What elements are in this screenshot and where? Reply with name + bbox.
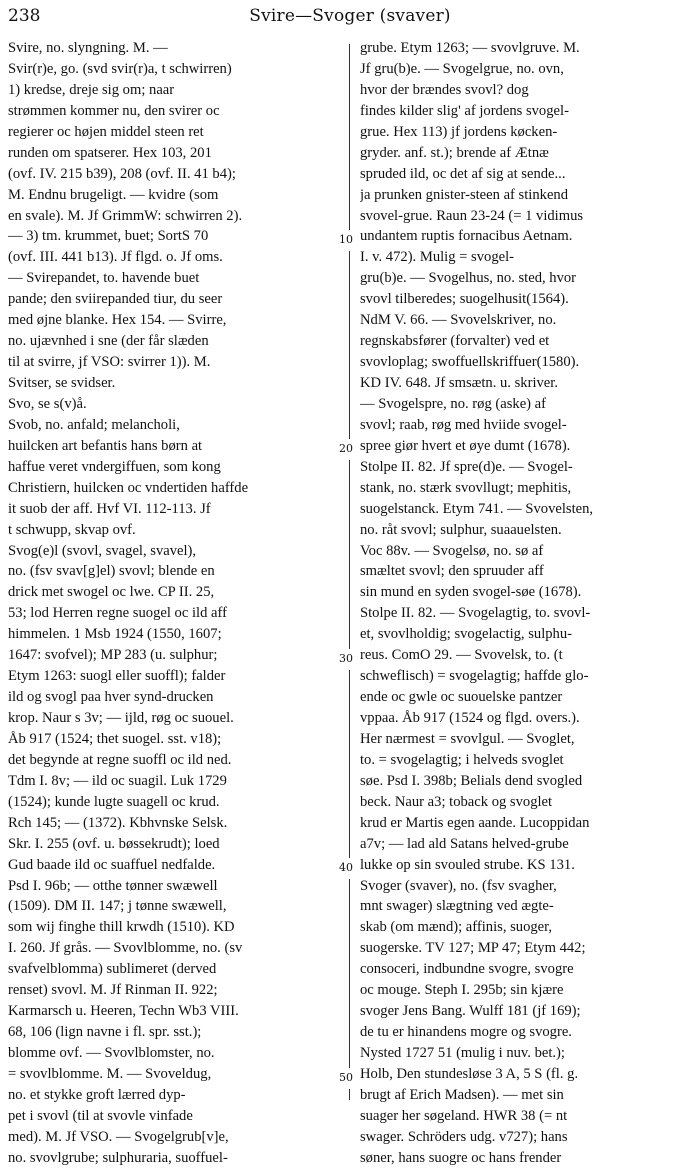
text-line: (1509). DM II. 147; j tønne swæwell, [8, 898, 227, 915]
line-number: 30 [336, 649, 356, 670]
text-line: Svo, se s(v)å. [8, 395, 87, 412]
text-line: regierer oc højen middel steen ret [8, 123, 204, 140]
text-line: spree giør hvert et øye dumt (1678). [360, 437, 571, 454]
text-line: Jf gru(b)e. — Svogelgrue, no. ovn, [360, 60, 564, 77]
text-line: drick met swogel oc lwe. CP II. 25, [8, 584, 215, 601]
text-line: til at svirre, jf VSO: svirrer 1)). M. [8, 354, 211, 371]
text-line: haffue veret vndergiffuen, som kong [8, 458, 221, 475]
line-number: 10 [336, 230, 356, 251]
text-line: undantem ruptis fornacibus Aetnam. [360, 228, 573, 245]
text-line: Christiern, huilcken oc vndertiden haffde [8, 479, 249, 496]
text-line: it suob der aff. Hvf VI. 112-113. Jf [8, 500, 211, 517]
text-line: Etym 1263: suogl eller suoffl); falder [8, 668, 226, 685]
text-line: Holb, Den stundesløse 3 A, 5 S (fl. g. [360, 1065, 579, 1082]
page-header [0, 0, 700, 40]
text-line: suogelstanck. Etym 741. — Svovelsten, [360, 500, 594, 517]
text-line: beck. Naur a3; toback og svoglet [360, 793, 553, 810]
text-line: Rch 145; — (1372). Kbhvnske Selsk. [8, 814, 228, 831]
text-line: svafvelblomma) sublimeret (derved [8, 961, 217, 978]
text-line: Voc 88v. — Svogelsø, no. sø af [360, 542, 544, 559]
text-line: Svob, no. anfald; melancholi, [8, 416, 180, 433]
text-line: Psd I. 96b; — otthe tønner swæwell [8, 877, 218, 894]
text-line: no. et stykke groft lærred dyp- [8, 1086, 186, 1103]
text-line: himmelen. 1 Msb 1924 (1550, 1607; [8, 626, 222, 643]
text-line: de tu er hinandens mogre og svogre. [360, 1024, 572, 1041]
column-divider [349, 44, 350, 1100]
text-line: krop. Naur s 3v; — ijld, røg oc suouel. [8, 710, 234, 726]
text-line: svovl; raab, røg med hviide svogel- [360, 416, 567, 433]
text-line: svovel-grue. Raun 23-24 (= 1 vidimus [360, 207, 584, 224]
text-line: svovloplag; swoffuellskriffuer(1580). [360, 354, 580, 371]
text-line: ja prunken gnister-steen af stinkend [360, 186, 569, 203]
text-line: regnskabsfører (forvalter) ved et [360, 333, 550, 350]
text-line: huilcken art befantis hans børn at [8, 437, 203, 454]
text-line: 1) kredse, dreje sig om; naar [8, 81, 175, 98]
text-line: svovl tilberedes; suogelhusit(1564). [360, 291, 569, 308]
text-line: Svitser, se svidser. [8, 375, 116, 391]
text-line: pet i svovl (til at svovle vinfade [8, 1107, 193, 1124]
text-line: Nysted 1727 51 (mulig i nuv. bet.); [360, 1045, 565, 1061]
text-line: a7v; — lad ald Satans helved-grube [360, 835, 569, 852]
text-line: oc mouge. Steph I. 295b; sin kjære [360, 982, 564, 999]
text-line: Åb 917 (1524; thet suogel. sst. v18); [8, 730, 222, 747]
text-line: consoceri, indbundne svogre, svogre [360, 961, 574, 978]
text-line: pande; den sviirepanded tiur, du seer [8, 291, 223, 308]
text-line: Her nærmest = svovlgul. — Svoglet, [360, 730, 575, 747]
text-line: NdM V. 66. — Svovelskriver, no. [360, 312, 557, 329]
text-line: grue. Hex 113) jf jordens køcken- [360, 123, 558, 140]
text-line: ild og svogl paa hver synd-drucken [8, 689, 214, 706]
text-line: t schwupp, skvap ovf. [8, 521, 136, 538]
text-line: Svire, no. slyngning. M. — [8, 40, 168, 56]
text-line: schweflisch) = svogelagtig; haffde glo- [360, 668, 589, 685]
text-line: smæltet svovl; den spruuder aff [360, 563, 544, 580]
line-number: 20 [336, 439, 356, 460]
text-line: — Svogelspre, no. røg (aske) af [360, 395, 547, 412]
text-line: I. v. 472). Mulig = svogel- [360, 249, 515, 266]
text-line: med øjne blanke. Hex 154. — Svirre, [8, 312, 227, 329]
text-line: stank, no. stærk svovllugt; mephitis, [360, 479, 572, 496]
text-line: svoger Jens Bang. Wulff 181 (jf 169); [360, 1003, 581, 1020]
text-line: Stolpe II. 82. — Svogelagtig, to. svovl- [360, 605, 591, 622]
text-line: ende oc gwle oc suouelske pantzer [360, 689, 563, 706]
text-line: mnt swager) slægtning ved ægte- [360, 898, 554, 915]
text-line: (ovf. IV. 215 b39), 208 (ovf. II. 41 b4); [8, 165, 236, 182]
text-line: søner, hans suogre oc hans frender [360, 1149, 562, 1166]
text-line: Skr. I. 255 (ovf. u. bøssekrudt); loed [8, 835, 220, 852]
text-line: vppaa. Åb 917 (1524 og flgd. overs.). [360, 710, 580, 726]
text-line: Tdm I. 8v; — ild oc suagil. Luk 1729 [8, 772, 227, 789]
text-line: det begynde at regne suoffl oc ild ned. [8, 751, 232, 768]
text-line: gryder. anf. st.); brende af Ætnæ [360, 144, 549, 161]
text-line: skab (om mænd); affinis, suoger, [360, 919, 553, 936]
text-line: no. ujævnhed i sne (der får slæden [8, 333, 209, 350]
text-line: Karmarsch u. Heeren, Techn Wb3 VIII. [8, 1003, 239, 1020]
line-number: 50 [336, 1068, 356, 1089]
right-column [360, 38, 693, 1169]
text-line: brugt af Erich Madsen). — met sin [360, 1086, 564, 1103]
text-line: en svale). M. Jf GrimmW: schwirren 2). [8, 207, 243, 224]
text-line: to. = svogelagtig; i helveds svoglet [360, 751, 564, 768]
text-line: no. svovlgrube; sulphuraria, suoffuel- [8, 1149, 228, 1166]
text-line: 68, 106 (lign navne i fl. spr. sst.); [8, 1024, 202, 1041]
text-line: krud er Martis egen aande. Lucoppidan [360, 814, 590, 831]
text-line: Stolpe II. 82. Jf spre(d)e. — Svogel- [360, 458, 573, 475]
text-line: = svovlblomme. M. — Svoveldug, [8, 1065, 212, 1082]
text-line: KD IV. 648. Jf smsætn. u. skriver. [360, 375, 558, 391]
text-line: swager. Schröders udg. v727); hans [360, 1128, 568, 1145]
text-line: (ovf. III. 441 b13). Jf flgd. o. Jf oms. [8, 249, 223, 266]
text-line: — Svirepandet, to. havende buet [8, 270, 200, 287]
text-line: suager her søgeland. HWR 38 (= nt [360, 1107, 568, 1124]
text-line: reus. ComO 29. — Svovelsk, to. (t [360, 647, 563, 664]
text-line: søe. Psd I. 398b; Belials dend svogled [360, 772, 583, 789]
text-line: med). M. Jf VSO. — Svogelgrub[v]e, [8, 1128, 229, 1145]
text-line: gru(b)e. — Svogelhus, no. sted, hvor [360, 270, 577, 287]
text-line: — 3) tm. krummet, buet; SortS 70 [8, 228, 209, 245]
text-line: Gud baade ild oc suaffuel nedfalde. [8, 856, 216, 873]
text-line: no. (fsv svav[g]el) svovl; blende en [8, 563, 215, 580]
text-line: Svir(r)e, go. (svd svir(r)a, t schwirren) [8, 60, 232, 77]
left-column [8, 38, 341, 1169]
text-line: M. Endnu brugeligt. — kvidre (som [8, 186, 219, 203]
line-number: 40 [336, 858, 356, 879]
text-line: spruded ild, oc det af sig at sende... [360, 165, 566, 182]
text-line: runden om spatserer. Hex 103, 201 [8, 144, 212, 161]
text-line: suogerske. TV 127; MP 47; Etym 442; [360, 940, 586, 957]
text-line: som wij finghe thill krwdh (1510). KD [8, 919, 235, 936]
text-line: blomme ovf. — Svovlblomster, no. [8, 1045, 215, 1061]
text-line: lukke op sin svouled strube. KS 131. [360, 856, 575, 873]
text-line: 1647: svofvel); MP 283 (u. sulphur; [8, 647, 218, 664]
page-number: 238 [8, 6, 41, 26]
text-line: renset) svovl. M. Jf Rinman II. 922; [8, 982, 218, 999]
text-line: hvor der brændes svovl? dog [360, 81, 529, 98]
text-line: findes kilder slig' af jordens svogel- [360, 102, 569, 119]
text-line: sin mund en syden svogel-søe (1678). [360, 584, 582, 601]
text-line: strømmen kommer nu, den svirer oc [8, 102, 220, 119]
text-line: (1524); kunde lugte suagell oc krud. [8, 793, 220, 810]
text-line: grube. Etym 1263; — svovlgruve. M. [360, 40, 580, 56]
text-line: no. råt svovl; sulphur, suaauelsten. [360, 521, 562, 538]
text-line: I. 260. Jf grås. — Svovlblomme, no. (sv [8, 940, 243, 957]
text-line: 53; lod Herren regne suogel oc ild aff [8, 605, 227, 622]
text-line: et, svovlholdig; svogelactig, sulphu- [360, 626, 572, 643]
text-line: Svoger (svaver), no. (fsv svagher, [360, 877, 557, 894]
running-head: Svire—Svoger (svaver) [249, 6, 451, 26]
text-line: Svog(e)l (svovl, svagel, svavel), [8, 542, 197, 559]
